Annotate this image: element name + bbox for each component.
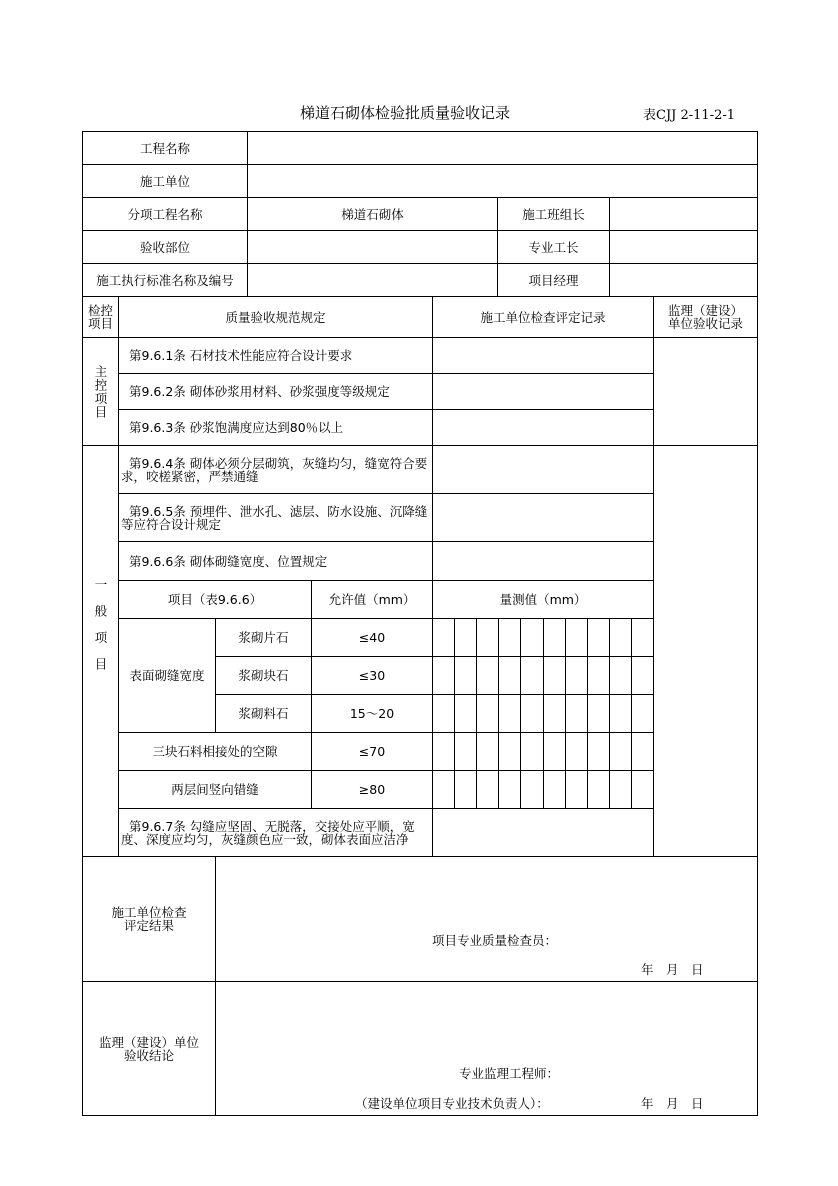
measurement-cell[interactable] xyxy=(609,618,632,657)
measurement-cell[interactable] xyxy=(476,618,499,657)
location-field[interactable] xyxy=(247,230,498,264)
measurement-cell[interactable] xyxy=(631,770,654,809)
contractor-date: 年 月 日 xyxy=(641,962,704,977)
row-allowed-2: ≤30 xyxy=(311,656,433,695)
row-name-3: 浆砌料石 xyxy=(215,694,312,733)
row-allowed-5: ≥80 xyxy=(311,770,433,809)
measurement-cell[interactable] xyxy=(520,618,544,657)
general-supervisor-cell[interactable] xyxy=(653,445,758,857)
measurement-cell[interactable] xyxy=(565,656,588,695)
measurement-cell[interactable] xyxy=(587,732,610,771)
th-item: 项目（表9.6.6） xyxy=(118,580,312,619)
form-title: 梯道石砌体检验批质量验收记录 xyxy=(300,104,511,122)
general-check-2[interactable] xyxy=(432,493,654,542)
project-name-field[interactable] xyxy=(247,131,758,165)
subitem-label: 分项工程名称 xyxy=(82,197,248,231)
general-label xyxy=(82,445,119,857)
owner-rep-label: （建设单位项目专业技术负责人）： xyxy=(355,1096,549,1111)
general-item-1: 第9.6.4条 砌体必须分层砌筑，灰缝均匀，缝宽符合要求，咬槎紧密，严禁通缝 xyxy=(118,445,433,494)
subitem-field[interactable]: 梯道石砌体 xyxy=(247,197,498,231)
main-control-text: 主控项目 xyxy=(93,364,108,419)
general-text: 一般项目 xyxy=(93,578,108,684)
standard-label: 施工执行标准名称及编号 xyxy=(82,263,248,297)
main-check-2[interactable] xyxy=(432,373,654,410)
measurement-cell[interactable] xyxy=(631,732,654,771)
manager-field[interactable] xyxy=(609,263,758,297)
main-check-1[interactable] xyxy=(432,337,654,374)
measurement-cell[interactable] xyxy=(609,656,632,695)
contractor-label: 施工单位 xyxy=(82,164,248,198)
measurement-cell[interactable] xyxy=(498,770,521,809)
row-allowed-1: ≤40 xyxy=(311,618,433,657)
standard-field[interactable] xyxy=(247,263,498,297)
project-name-label: 工程名称 xyxy=(82,131,248,165)
foreman-field[interactable] xyxy=(609,230,758,264)
general-item-2: 第9.6.5条 预埋件、泄水孔、滤层、防水设施、沉降缝等应符合设计规定 xyxy=(118,493,433,542)
measurement-cell[interactable] xyxy=(565,770,588,809)
main-supervisor-cell[interactable] xyxy=(653,337,758,446)
measurement-cell[interactable] xyxy=(454,694,477,733)
supervisor-date: 年 月 日 xyxy=(641,1096,704,1111)
header-contractor-record: 施工单位检查评定记录 xyxy=(432,296,654,338)
measurement-cell[interactable] xyxy=(498,618,521,657)
measurement-cell[interactable] xyxy=(565,618,588,657)
general-item-3: 第9.6.6条 砌体砌缝宽度、位置规定 xyxy=(118,541,433,581)
general-check-4[interactable] xyxy=(432,808,654,857)
row-name-4: 三块石料相接处的空隙 xyxy=(118,732,312,771)
header-supervisor-record: 监理（建设）单位验收记录 xyxy=(653,296,758,338)
measurement-cell[interactable] xyxy=(520,694,544,733)
team-leader-field[interactable] xyxy=(609,197,758,231)
measurement-cell[interactable] xyxy=(432,770,455,809)
measurement-cell[interactable] xyxy=(587,618,610,657)
measurement-cell[interactable] xyxy=(498,656,521,695)
measurement-cell[interactable] xyxy=(587,694,610,733)
contractor-field[interactable] xyxy=(247,164,758,198)
measurement-cell[interactable] xyxy=(631,618,654,657)
general-item-4: 第9.6.7条 勾缝应坚固、无脱落，交接处应平顺，宽度、深度应均匀，灰缝颜色应一致，砌体表面应洁净 xyxy=(118,808,433,857)
engineer-label: 专业监理工程师： xyxy=(459,1066,560,1081)
general-check-1[interactable] xyxy=(432,445,654,494)
measurement-cell[interactable] xyxy=(432,694,455,733)
measurement-cell[interactable] xyxy=(609,732,632,771)
row-allowed-4: ≤70 xyxy=(311,732,433,771)
foreman-label: 专业工长 xyxy=(497,230,610,264)
surface-joint-label: 表面砌缝宽度 xyxy=(118,618,216,733)
measurement-cell[interactable] xyxy=(476,694,499,733)
measurement-cell[interactable] xyxy=(609,694,632,733)
measurement-cell[interactable] xyxy=(520,770,544,809)
measurement-cell[interactable] xyxy=(476,656,499,695)
measurement-cell[interactable] xyxy=(432,732,455,771)
main-item-1: 第9.6.1条 石材技术性能应符合设计要求 xyxy=(118,337,433,374)
measurement-cell[interactable] xyxy=(476,732,499,771)
th-measured: 量测值（mm） xyxy=(432,580,654,619)
measurement-cell[interactable] xyxy=(587,656,610,695)
main-item-3: 第9.6.3条 砂浆饱满度应达到80％以上 xyxy=(118,409,433,446)
main-item-2: 第9.6.2条 砌体砂浆用材料、砂浆强度等级规定 xyxy=(118,373,433,410)
row-allowed-3: 15～20 xyxy=(311,694,433,733)
measurement-cell[interactable] xyxy=(631,656,654,695)
form-code: 表CJJ 2-11-2-1 xyxy=(643,108,736,123)
measurement-cell[interactable] xyxy=(498,732,521,771)
measurement-cell[interactable] xyxy=(609,770,632,809)
header-category: 检控项目 xyxy=(82,296,119,338)
manager-label: 项目经理 xyxy=(497,263,610,297)
location-label: 验收部位 xyxy=(82,230,248,264)
main-control-label xyxy=(82,337,119,446)
measurement-cell[interactable] xyxy=(520,656,544,695)
header-spec: 质量验收规范规定 xyxy=(118,296,433,338)
supervisor-result-label: 监理（建设）单位验收结论 xyxy=(82,981,216,1116)
row-name-5: 两层间竖向错缝 xyxy=(118,770,312,809)
measurement-cell[interactable] xyxy=(498,694,521,733)
measurement-cell[interactable] xyxy=(454,732,477,771)
measurement-cell[interactable] xyxy=(543,694,566,733)
measurement-cell[interactable] xyxy=(520,732,544,771)
measurement-cell[interactable] xyxy=(432,618,455,657)
measurement-cell[interactable] xyxy=(543,656,566,695)
general-check-3[interactable] xyxy=(432,541,654,581)
contractor-result-label: 施工单位检查评定结果 xyxy=(82,856,216,982)
th-allowed: 允许值（mm） xyxy=(311,580,433,619)
measurement-cell[interactable] xyxy=(432,656,455,695)
measurement-cell[interactable] xyxy=(454,770,477,809)
measurement-cell[interactable] xyxy=(565,694,588,733)
measurement-cell[interactable] xyxy=(543,618,566,657)
measurement-cell[interactable] xyxy=(476,770,499,809)
measurement-cell[interactable] xyxy=(565,732,588,771)
measurement-cell[interactable] xyxy=(631,694,654,733)
inspector-label: 项目专业质量检查员： xyxy=(432,933,558,948)
measurement-cell[interactable] xyxy=(454,656,477,695)
row-name-2: 浆砌块石 xyxy=(215,656,312,695)
main-check-3[interactable] xyxy=(432,409,654,446)
measurement-cell[interactable] xyxy=(454,618,477,657)
measurement-cell[interactable] xyxy=(543,732,566,771)
team-leader-label: 施工班组长 xyxy=(497,197,610,231)
measurement-cell[interactable] xyxy=(543,770,566,809)
measurement-cell[interactable] xyxy=(587,770,610,809)
row-name-1: 浆砌片石 xyxy=(215,618,312,657)
